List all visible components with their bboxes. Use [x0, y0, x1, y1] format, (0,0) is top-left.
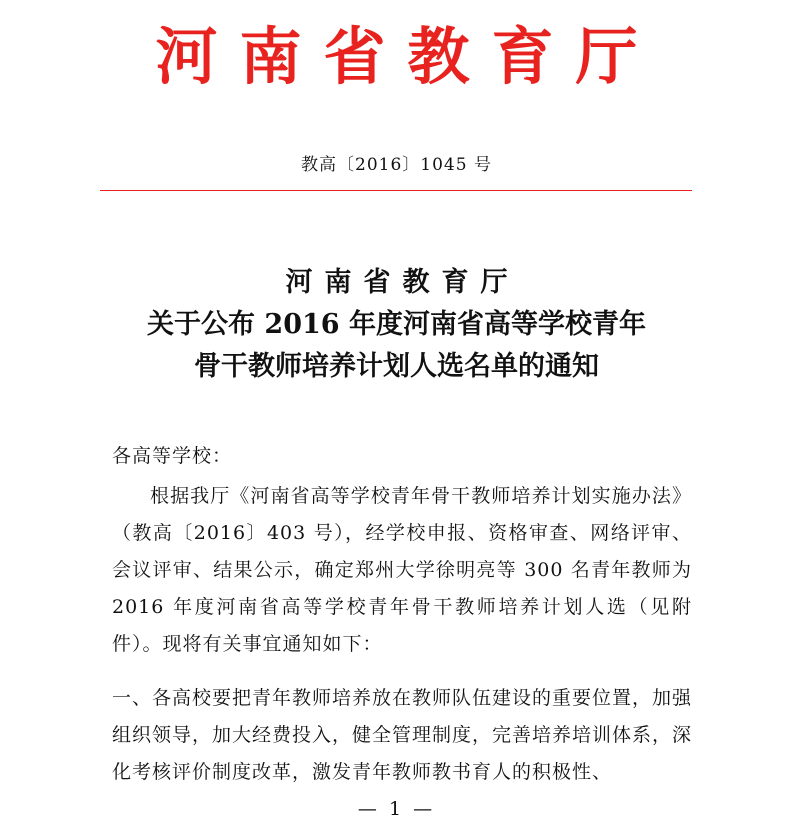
- red-divider-line: [100, 190, 692, 191]
- issuer-letterhead: 河南省教育厅: [155, 20, 660, 93]
- body-paragraph-2: 一、各高校要把青年教师培养放在教师队伍建设的重要位置，加强组织领导，加大经费投入，健全管理制度，完善培养培训体系，深化考核评价制度改革，激发青年教师教书育人的积极性、: [112, 687, 693, 783]
- salutation: 各高等学校：: [112, 445, 233, 467]
- document-title: [0, 262, 793, 388]
- document-number: 教高〔2016〕1045 号: [301, 155, 492, 175]
- title-line-1: 关于公布 2016 年度河南省高等学校青年: [147, 309, 646, 340]
- title-issuer: 河南省教育厅: [285, 267, 520, 298]
- title-line-2: 骨干教师培养计划人选名单的通知: [194, 351, 599, 382]
- page-number: — 1 —: [357, 798, 436, 820]
- body-paragraph-1: 根据我厅《河南省高等学校青年骨干教师培养计划实施办法》（教高〔2016〕403 号），经学校申报、资格审查、网络评审、会议评审、结果公示，确定郑州大学徐明亮等 300 名青年教师为 2016 年度河南省高等学校青年骨干教师培养计划人选（见附件）。现将有关事宜通知如下：: [112, 485, 692, 655]
